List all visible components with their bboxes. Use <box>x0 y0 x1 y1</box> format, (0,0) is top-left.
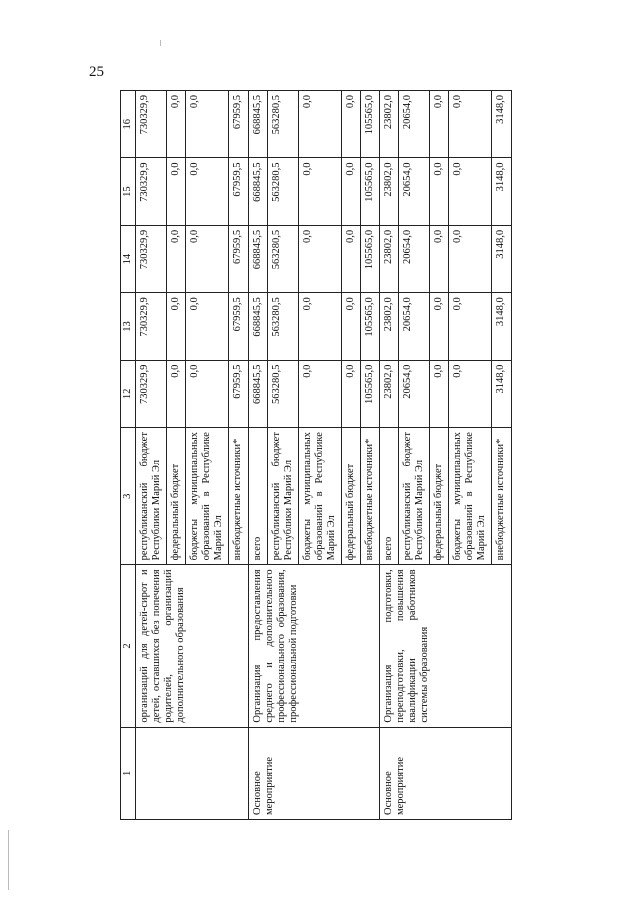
amount-cell: 0,0 <box>186 225 229 292</box>
amount-cell: 563280,5 <box>267 225 298 292</box>
amount-cell: 0,0 <box>298 158 341 225</box>
activity-description-cell: Организация подготовки, переподготовки, повышения квалификации работников системы образования <box>380 565 512 727</box>
amount-cell: 0,0 <box>186 158 229 225</box>
amount-cell: 20654,0 <box>399 293 430 360</box>
rotated-table-wrapper <box>120 90 610 820</box>
header-cell: 13 <box>121 293 136 360</box>
page-number: 25 <box>89 64 104 80</box>
amount-cell: 67959,5 <box>229 91 248 158</box>
amount-cell: 0,0 <box>167 158 186 225</box>
amount-cell: 67959,5 <box>229 225 248 292</box>
amount-cell: 67959,5 <box>229 293 248 360</box>
amount-cell: 0,0 <box>341 91 360 158</box>
amount-cell: 0,0 <box>298 293 341 360</box>
funding-source-cell: республиканский бюджет Республики Марий Эл <box>399 428 430 565</box>
amount-cell: 67959,5 <box>229 360 248 427</box>
header-cell: 16 <box>121 91 136 158</box>
amount-cell: 563280,5 <box>267 360 298 427</box>
amount-cell: 0,0 <box>341 360 360 427</box>
funding-source-cell: федеральный бюджет <box>430 428 449 565</box>
funding-source-cell: внебюджетные источники* <box>360 428 379 565</box>
amount-cell: 105565,0 <box>360 225 379 292</box>
amount-cell: 0,0 <box>186 293 229 360</box>
amount-cell: 20654,0 <box>399 158 430 225</box>
activity-type-cell: Основное мероприятие <box>380 727 512 819</box>
activity-type-cell <box>136 727 248 819</box>
amount-cell: 730329,9 <box>136 225 167 292</box>
header-cell: 12 <box>121 360 136 427</box>
amount-cell: 563280,5 <box>267 158 298 225</box>
amount-cell: 0,0 <box>449 91 492 158</box>
amount-cell: 0,0 <box>341 158 360 225</box>
budget-table <box>120 90 512 820</box>
activity-description-cell: Организация предоставления среднего и дополнительного профессионального образования, профессиональной подготовки <box>248 565 380 727</box>
amount-cell: 105565,0 <box>360 158 379 225</box>
header-cell: 14 <box>121 225 136 292</box>
amount-cell: 105565,0 <box>360 293 379 360</box>
amount-cell: 3148,0 <box>492 225 511 292</box>
amount-cell: 3148,0 <box>492 158 511 225</box>
amount-cell: 105565,0 <box>360 91 379 158</box>
table-row <box>136 91 167 820</box>
amount-cell: 668845,5 <box>248 158 267 225</box>
amount-cell: 563280,5 <box>267 91 298 158</box>
amount-cell: 20654,0 <box>399 91 430 158</box>
amount-cell: 0,0 <box>430 225 449 292</box>
amount-cell: 730329,9 <box>136 360 167 427</box>
amount-cell: 0,0 <box>430 360 449 427</box>
table-row <box>380 91 399 820</box>
header-cell: 3 <box>121 428 136 565</box>
activity-description-cell: организаций для детей-сирот и детей, оставшихся без попечения родителей, организаций дополнительного образования <box>136 565 248 727</box>
amount-cell: 0,0 <box>298 360 341 427</box>
amount-cell: 0,0 <box>298 225 341 292</box>
amount-cell: 105565,0 <box>360 360 379 427</box>
amount-cell: 20654,0 <box>399 225 430 292</box>
scan-margin-line <box>8 830 9 890</box>
amount-cell: 0,0 <box>167 91 186 158</box>
amount-cell: 23802,0 <box>380 91 399 158</box>
amount-cell: 0,0 <box>449 158 492 225</box>
amount-cell: 730329,9 <box>136 91 167 158</box>
amount-cell: 23802,0 <box>380 293 399 360</box>
header-cell: 15 <box>121 158 136 225</box>
amount-cell: 0,0 <box>298 91 341 158</box>
header-cell: 2 <box>121 565 136 727</box>
header-cell: 1 <box>121 727 136 819</box>
amount-cell: 3148,0 <box>492 91 511 158</box>
amount-cell: 3148,0 <box>492 293 511 360</box>
funding-source-cell: бюджеты муниципальных образований в Республике Марий Эл <box>298 428 341 565</box>
amount-cell: 668845,5 <box>248 293 267 360</box>
funding-source-cell: республиканский бюджет Республики Марий Эл <box>136 428 167 565</box>
amount-cell: 23802,0 <box>380 225 399 292</box>
activity-type-cell: Основное мероприятие <box>248 727 380 819</box>
amount-cell: 20654,0 <box>399 360 430 427</box>
scan-speck <box>160 40 161 46</box>
funding-source-cell: внебюджетные источники* <box>229 428 248 565</box>
amount-cell: 67959,5 <box>229 158 248 225</box>
funding-source-cell: бюджеты муниципальных образований в Республике Марий Эл <box>449 428 492 565</box>
amount-cell: 0,0 <box>449 360 492 427</box>
funding-source-cell: бюджеты муниципальных образований в Республике Марий Эл <box>186 428 229 565</box>
header-row <box>121 91 136 820</box>
funding-source-cell: внебюджетные источники* <box>492 428 511 565</box>
amount-cell: 730329,9 <box>136 158 167 225</box>
amount-cell: 23802,0 <box>380 360 399 427</box>
funding-source-cell: федеральный бюджет <box>341 428 360 565</box>
amount-cell: 0,0 <box>186 91 229 158</box>
funding-source-cell: всего <box>380 428 399 565</box>
amount-cell: 0,0 <box>341 225 360 292</box>
amount-cell: 0,0 <box>430 293 449 360</box>
amount-cell: 563280,5 <box>267 293 298 360</box>
table-body <box>136 91 511 820</box>
amount-cell: 23802,0 <box>380 158 399 225</box>
amount-cell: 0,0 <box>430 158 449 225</box>
amount-cell: 0,0 <box>430 91 449 158</box>
funding-source-cell: федеральный бюджет <box>167 428 186 565</box>
amount-cell: 0,0 <box>449 225 492 292</box>
amount-cell: 668845,5 <box>248 91 267 158</box>
amount-cell: 668845,5 <box>248 225 267 292</box>
funding-source-cell: республиканский бюджет Республики Марий Эл <box>267 428 298 565</box>
amount-cell: 668845,5 <box>248 360 267 427</box>
amount-cell: 3148,0 <box>492 360 511 427</box>
table-row <box>248 91 267 820</box>
amount-cell: 0,0 <box>167 225 186 292</box>
amount-cell: 0,0 <box>341 293 360 360</box>
amount-cell: 0,0 <box>167 293 186 360</box>
amount-cell: 0,0 <box>449 293 492 360</box>
funding-source-cell: всего <box>248 428 267 565</box>
amount-cell: 0,0 <box>186 360 229 427</box>
amount-cell: 0,0 <box>167 360 186 427</box>
amount-cell: 730329,9 <box>136 293 167 360</box>
